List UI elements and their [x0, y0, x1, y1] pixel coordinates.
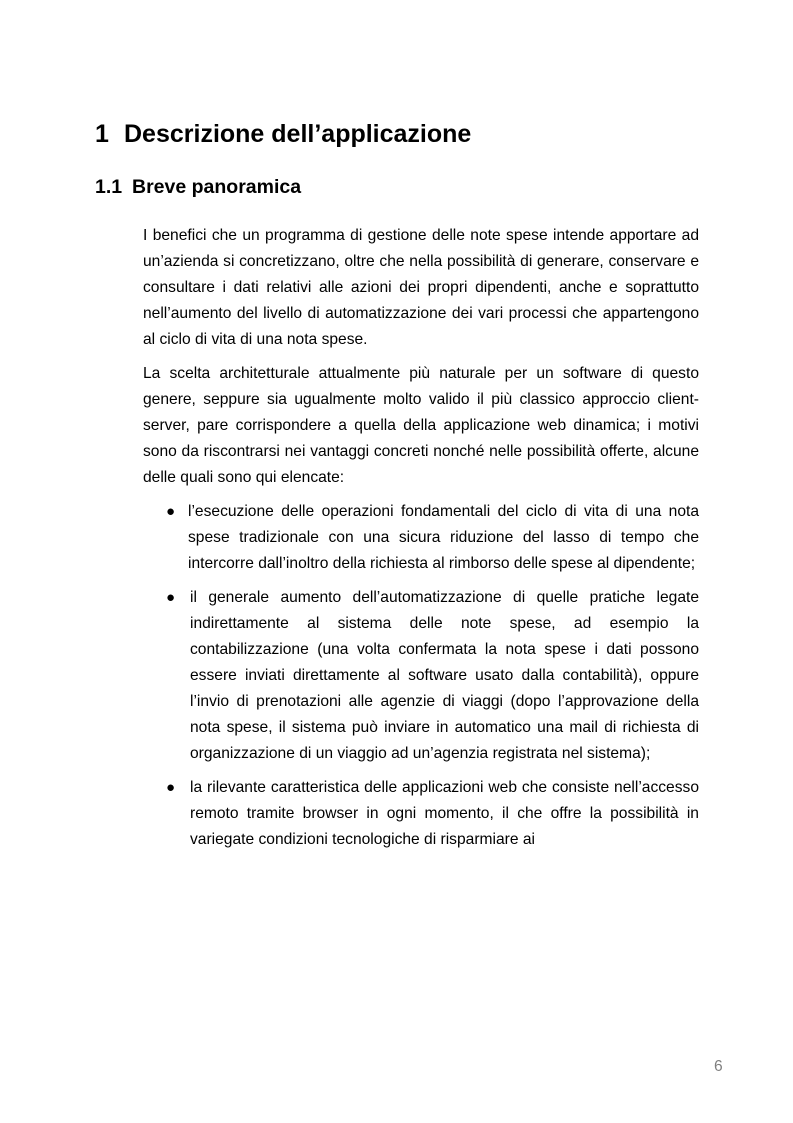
- list-item-text: il generale aumento dell’automatizzazione di quelle pratiche legate indirettamente al sistema delle note spese, ad esempio la contabilizzazione (una volta confermata la nota spese i dati possono essere inviati direttamente al software usato dalla contabilità), oppure l’invio di prenotazioni alle agenzie di viaggi (dopo l’approvazione della nota spese, il sistema può inviare in automatico una mail di richiesta di organizzazione di un viaggio ad un’agenzia registrata nel sistema);: [190, 589, 699, 762]
- section-title: Breve panoramica: [132, 176, 302, 198]
- list-item-text: l’esecuzione delle operazioni fondamentali del ciclo di vita di una nota spese tradizionale con una sicura riduzione del lasso di tempo che intercorre dall’inoltro della richiesta al rimborso delle spese al dipendente;: [188, 503, 699, 572]
- bullet-dot-icon: ●: [166, 503, 176, 520]
- chapter-number: 1: [95, 120, 109, 148]
- body-text: [143, 223, 699, 861]
- section-heading: [95, 173, 301, 201]
- list-item: [143, 775, 699, 853]
- list-item: [143, 499, 699, 577]
- page-number: 6: [714, 1058, 723, 1075]
- list-item: [143, 585, 699, 767]
- paragraph-architecture: La scelta architetturale attualmente più naturale per un software di questo genere, seppure sia ugualmente molto valido il più classico approccio client-server, pare corrispondere a quella della applicazione web dinamica; i motivi sono da riscontrarsi nei vantaggi concreti nonché nelle possibilità offerte, alcune delle quali sono qui elencate:: [143, 365, 699, 486]
- paragraph-intro: I benefici che un programma di gestione delle note spese intende apportare ad un’azienda si concretizzano, oltre che nella possibilità di generare, conservare e consultare i dati relativi alle azioni dei propri dipendenti, anche e soprattutto nell’aumento del livello di automatizzazione dei vari processi che appartengono al ciclo di vita di una nota spese.: [143, 227, 699, 348]
- bullet-dot-icon: ●: [166, 779, 176, 796]
- section-number: 1.1: [95, 176, 123, 198]
- chapter-heading: [95, 116, 471, 152]
- bullet-dot-icon: ●: [166, 589, 176, 606]
- list-item-text: la rilevante caratteristica delle applicazioni web che consiste nell’accesso remoto tramite browser in ogni momento, il che offre la possibilità in variegate condizioni tecnologiche di risparmiare ai: [190, 779, 699, 848]
- advantages-list: [143, 499, 699, 853]
- chapter-title: Descrizione dell’applicazione: [124, 120, 472, 148]
